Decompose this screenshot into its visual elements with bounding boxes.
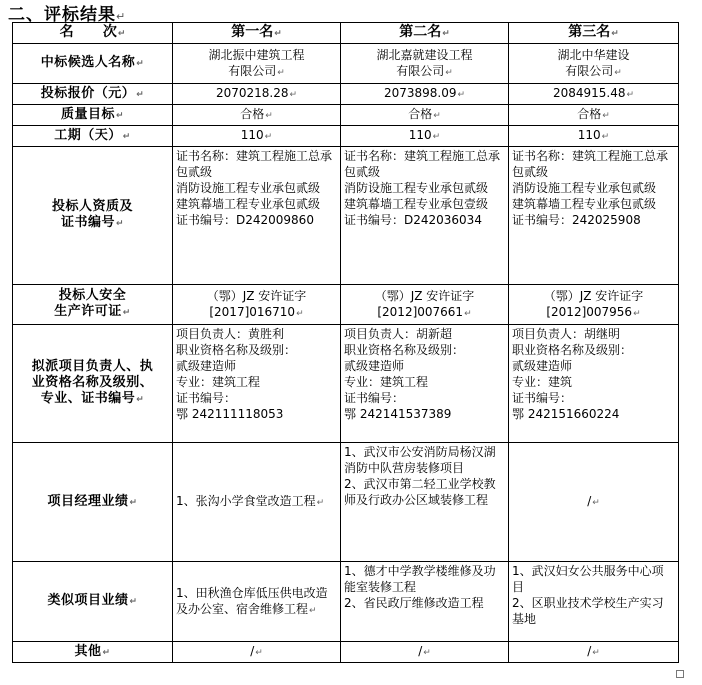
safety-label-cell: 投标人安全 生产许可证↵ bbox=[13, 285, 173, 325]
candidate-third-cell: 湖北中华建设 有限公司↵ bbox=[509, 44, 679, 84]
other-second-cell: /↵ bbox=[341, 642, 509, 663]
header-third-cell: 第三名↵ bbox=[509, 23, 679, 44]
similar-second-cell: 1、德才中学教学楼维修及功能室装修工程 2、省民政厅维修改造工程 bbox=[341, 562, 509, 642]
table-row bbox=[13, 105, 679, 126]
qualification-first-cell: 证书名称：建筑工程施工总承包贰级 消防设施工程专业承包贰级 建筑幕墙工程专业承包贰级 证书编号：D242009860 bbox=[173, 147, 341, 285]
section-title-text: 二、评标结果 bbox=[8, 5, 116, 25]
manager-perf-first-cell: 1、张沟小学食堂改造工程↵ bbox=[173, 443, 341, 562]
table-header-row bbox=[13, 23, 679, 44]
manager-second-cell: 项目负责人：胡新超 职业资格名称及级别： 贰级建造师 专业：建筑工程 证书编号： 鄂 242141537389 bbox=[341, 325, 509, 443]
table-row bbox=[13, 84, 679, 105]
manager-third-cell: 项目负责人：胡继明 职业资格名称及级别： 贰级建造师 专业：建筑 证书编号： 鄂 242151660224 bbox=[509, 325, 679, 443]
manager-perf-third-cell: /↵ bbox=[509, 443, 679, 562]
safety-second-cell: （鄂）JZ 安许证字 [2012]007661↵ bbox=[341, 285, 509, 325]
manager-perf-label-cell: 项目经理业绩↵ bbox=[13, 443, 173, 562]
qualification-label-cell: 投标人资质及 证书编号↵ bbox=[13, 147, 173, 285]
candidate-label-cell: 中标候选人名称↵ bbox=[13, 44, 173, 84]
header-second-cell: 第二名↵ bbox=[341, 23, 509, 44]
paragraph-mark-icon: ↵ bbox=[116, 10, 127, 23]
quality-first-cell: 合格↵ bbox=[173, 105, 341, 126]
table-row bbox=[13, 126, 679, 147]
price-label-cell: 投标报价（元）↵ bbox=[13, 84, 173, 105]
duration-third-cell: 110↵ bbox=[509, 126, 679, 147]
price-first-cell: 2070218.28↵ bbox=[173, 84, 341, 105]
safety-first-cell: （鄂）JZ 安许证字 [2017]016710↵ bbox=[173, 285, 341, 325]
table-row bbox=[13, 147, 679, 285]
manager-label-cell: 拟派项目负责人、执 业资格名称及级别、 专业、证书编号↵ bbox=[13, 325, 173, 443]
table-row bbox=[13, 285, 679, 325]
quality-third-cell: 合格↵ bbox=[509, 105, 679, 126]
other-third-cell: /↵ bbox=[509, 642, 679, 663]
similar-label-cell: 类似项目业绩↵ bbox=[13, 562, 173, 642]
manager-first-cell: 项目负责人：黄胜利 职业资格名称及级别： 贰级建造师 专业：建筑工程 证书编号： 鄂 242111118053 bbox=[173, 325, 341, 443]
safety-third-cell: （鄂）JZ 安许证字 [2012]007956↵ bbox=[509, 285, 679, 325]
header-first-cell: 第一名↵ bbox=[173, 23, 341, 44]
table-row bbox=[13, 642, 679, 663]
duration-label-cell: 工期（天）↵ bbox=[13, 126, 173, 147]
duration-second-cell: 110↵ bbox=[341, 126, 509, 147]
similar-third-cell: 1、武汉妇女公共服务中心项目 2、区职业技术学校生产实习基地 bbox=[509, 562, 679, 642]
quality-second-cell: 合格↵ bbox=[341, 105, 509, 126]
qualification-second-cell: 证书名称：建筑工程施工总承包贰级 消防设施工程专业承包贰级 建筑幕墙工程专业承包壹级 证书编号：D242036034 bbox=[341, 147, 509, 285]
table-row bbox=[13, 325, 679, 443]
manager-perf-second-cell: 1、武汉市公安消防局杨汉湖消防中队营房装修项目 2、武汉市第二轻工业学校教师及行政办公区域装修工程 bbox=[341, 443, 509, 562]
other-label-cell: 其他↵ bbox=[13, 642, 173, 663]
qualification-third-cell: 证书名称：建筑工程施工总承包贰级 消防设施工程专业承包贰级 建筑幕墙工程专业承包贰级 证书编号：242025908 bbox=[509, 147, 679, 285]
table-row bbox=[13, 44, 679, 84]
table-end-marker-icon bbox=[676, 670, 684, 678]
quality-label-cell: 质量目标↵ bbox=[13, 105, 173, 126]
candidate-second-cell: 湖北嘉就建设工程 有限公司↵ bbox=[341, 44, 509, 84]
bid-results-table bbox=[12, 22, 679, 663]
table-row bbox=[13, 562, 679, 642]
table-row bbox=[13, 443, 679, 562]
duration-first-cell: 110↵ bbox=[173, 126, 341, 147]
header-rank-cell: 名 次↵ bbox=[13, 23, 173, 44]
candidate-first-cell: 湖北振中建筑工程 有限公司↵ bbox=[173, 44, 341, 84]
similar-first-cell: 1、田秋渔仓库低压供电改造及办公室、宿舍维修工程↵ bbox=[173, 562, 341, 642]
price-second-cell: 2073898.09↵ bbox=[341, 84, 509, 105]
price-third-cell: 2084915.48↵ bbox=[509, 84, 679, 105]
other-first-cell: /↵ bbox=[173, 642, 341, 663]
